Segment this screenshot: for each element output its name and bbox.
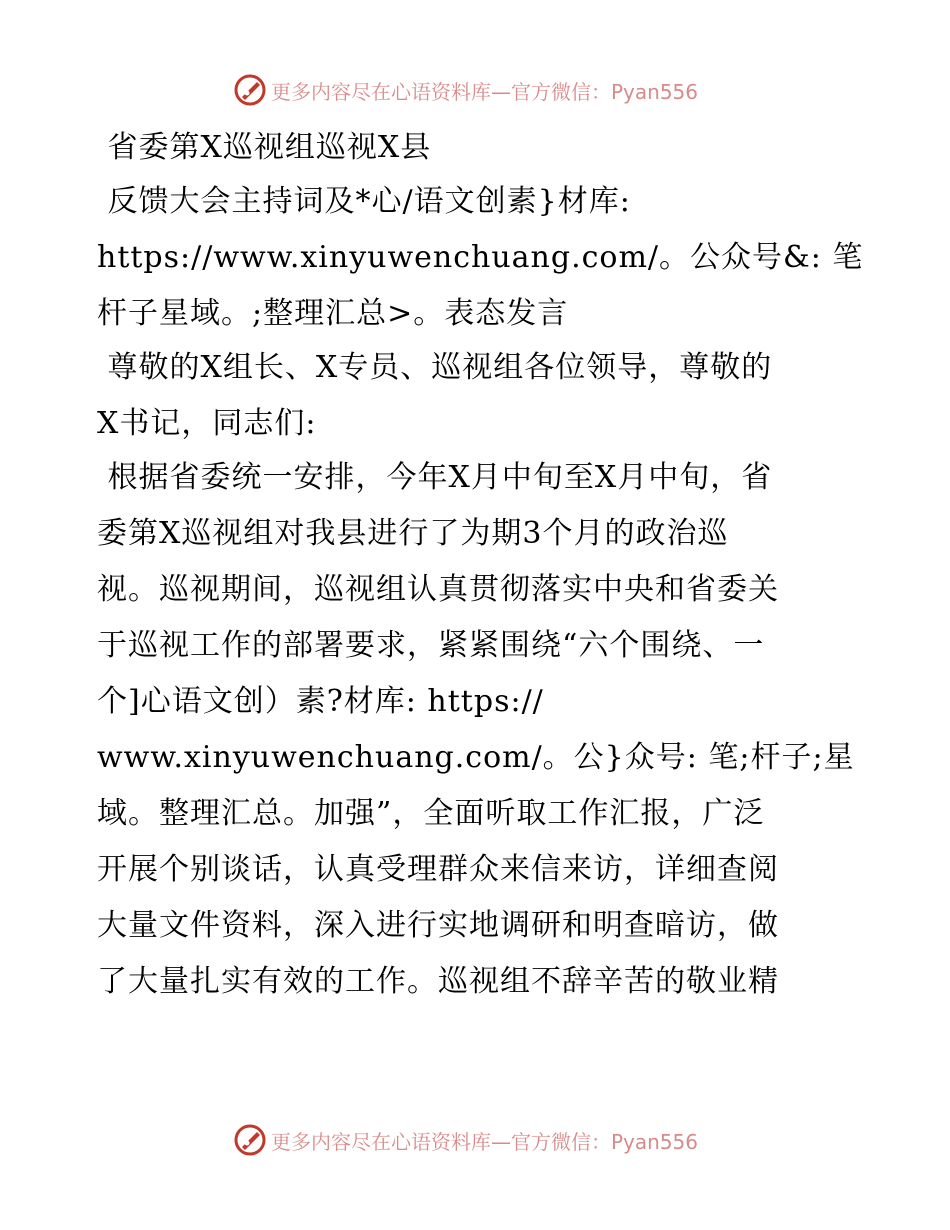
paragraph-line: 委第X巡视组对我县进行了为期3个月的政治巡	[97, 516, 729, 551]
paragraph-line: www.xinyuwenchuang.com/。公}众号: 笔;杆子;星	[97, 740, 855, 775]
document-body	[97, 125, 864, 1005]
paragraph-line: 于巡视工作的部署要求，紧紧围绕“六个围绕、一	[97, 628, 765, 663]
paragraph-line: 杆子星域。;整理汇总>。表态发言	[97, 296, 569, 331]
document-title-line-1: 省委第X巡视组巡视X县	[97, 130, 432, 165]
paragraph-line: 域。整理汇总。加强”，全面听取工作汇报，广泛	[97, 796, 765, 831]
pen-swirl-logo-icon	[233, 1123, 267, 1157]
watermark-text: 更多内容尽在心语资料库—官方微信：Pyan556	[271, 1129, 699, 1154]
paragraph-line: 个]心语文创）素?材库: https://	[97, 684, 544, 719]
watermark-footer	[233, 1122, 733, 1158]
paragraph-line: 开展个别谈话，认真受理群众来信来访，详细查阅	[97, 852, 779, 887]
watermark-text: 更多内容尽在心语资料库—官方微信：Pyan556	[271, 79, 699, 104]
salutation-line-2: X书记，同志们:	[97, 406, 317, 441]
paragraph-line: 了大量扎实有效的工作。巡视组不辞辛苦的敬业精	[97, 964, 779, 999]
paragraph-line: 大量文件资料，深入进行实地调研和明查暗访，做	[97, 908, 779, 943]
pen-swirl-logo-icon	[233, 73, 267, 107]
paragraph-line: https://www.xinyuwenchuang.com/。公众号&: 笔	[97, 240, 864, 275]
salutation-line-1: 尊敬的X组长、X专员、巡视组各位领导，尊敬的	[97, 350, 773, 385]
watermark-header	[233, 72, 733, 108]
paragraph-line: 视。巡视期间，巡视组认真贯彻落实中央和省委关	[97, 572, 779, 607]
paragraph-line: 根据省委统一安排，今年X月中旬至X月中旬，省	[97, 460, 773, 495]
document-title-line-2: 反馈大会主持词及*心/语文创素}材库:	[97, 184, 631, 219]
